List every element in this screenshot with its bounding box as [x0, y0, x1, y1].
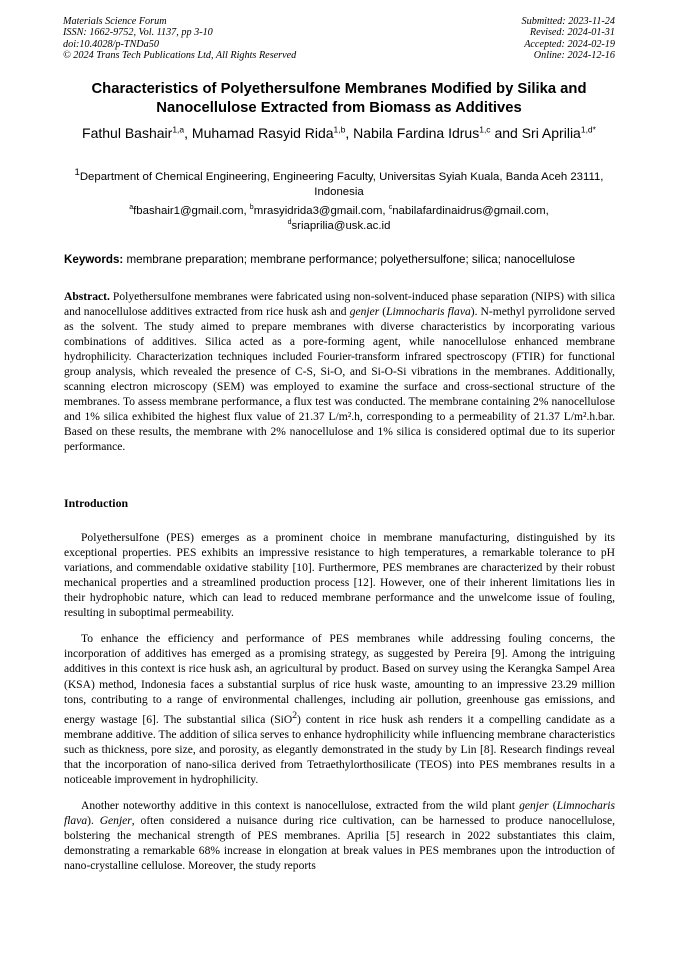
email-separator: , — [382, 205, 389, 217]
introduction-body — [64, 519, 615, 886]
keywords-text: membrane preparation; membrane performance; polyethersulfone; silica; nanocellulose — [123, 253, 576, 266]
abstract-label: Abstract. — [64, 291, 110, 303]
intro-text: Another noteworthy additive in this context is nanocellulose, extracted from the wild plant — [81, 800, 520, 813]
copyright: © 2024 Trans Tech Publications Ltd, All Rights Reserved — [63, 49, 297, 61]
abstract-genjer: genjer — [349, 306, 380, 319]
issn: ISSN: 1662-9752, Vol. 1137, pp 3-10 — [63, 27, 213, 39]
email-link[interactable]: mrasyidrida3@gmail.com — [253, 205, 383, 217]
email-mark: b — [249, 204, 254, 212]
abstract-text: ). N-methyl pyrrolidone served as the solvent. The study aimed to prepare membranes with diverse characteristics by incorporating various combinations of additives. Silica acted as a pore-forming agent, while nanocellulose enhanced membrane hydrophilicity. Characterization techniques included Fourier-transform infrared spectroscopy (FTIR) for functional group analysis, which revealed the presence of C-S, Si-O, and Si-O-Si vibrations in the membranes. Additionally, scanning electron microscopy (SEM) was employed to examine the surface and cross-sectional structure of the membranes. To assess membrane performance, a flux test was conducted. The membrane containing 2% nanocellulose and 1% silica exhibited the highest flux value of 21.37 L/m².h, corresponding to a permeability of 21.37 L/m².h.bar. Based on these results, the membrane with 2% nanocellulose and 1% silica is considered optimal due to its superior performance. — [64, 306, 616, 454]
abstract — [64, 290, 615, 456]
affiliation — [60, 165, 618, 200]
introduction-heading: Introduction — [64, 496, 129, 510]
author-name: Muhamad Rasyid Rida — [191, 125, 334, 141]
abstract-text: Polyethersulfone membranes were fabricated using non-solvent-induced phase separation (NIPS) with silica and nanocellulose additives extracted from rice husk ash and — [64, 291, 615, 319]
intro-paragraph-3 — [64, 799, 615, 874]
author-affil-mark: 1,c — [479, 124, 491, 135]
email-separator: , — [243, 205, 250, 217]
paper-title: Characteristics of Polyethersulfone Membranes Modified by Silika and Nanocellulose Extracted from Biomass as Additives — [91, 81, 587, 116]
author-affil-mark: 1,d* — [580, 124, 596, 135]
keywords — [64, 252, 615, 267]
abstract-species: Limnocharis flava — [386, 306, 471, 319]
intro-genjer: genjer — [519, 800, 549, 813]
author-list — [40, 124, 638, 143]
intro-text: ). — [87, 815, 100, 828]
email-link[interactable]: fbashair1@gmail.com — [133, 205, 244, 217]
keywords-label: Keywords: — [64, 253, 124, 266]
publication-dates — [522, 16, 615, 61]
intro-paragraph-2 — [64, 632, 615, 787]
email-mark: d — [287, 219, 292, 227]
author-name: Sri Aprilia — [521, 125, 581, 141]
doi[interactable]: doi:10.4028/p-TNDa50 — [63, 38, 159, 50]
intro-genjer: Genjer — [99, 815, 132, 828]
intro-text: To enhance the efficiency and performance of PES membranes while addressing fouling concerns, the incorporation of additives has emerged as a promising strategy, as suggested by Pereira [9]. Among the intriguing additives in this context is rice husk ash, an agricultural by product. Based on survey using the Kerangka Sampel Area (KSA) method, Indonesia faces a substantial surplus of rice husk waste, amounting to an impressive 23.29 million tons, contributing to a range of environmental challenges, including air pollution, greenhouse gas emissions, and energy wastage [6]. The substantial silica (SiO — [64, 633, 615, 726]
author-separator: , — [184, 125, 192, 141]
author-affil-mark: 1,a — [172, 124, 185, 135]
revised-date: Revised: 2024-01-31 — [529, 27, 615, 39]
email-mark: a — [129, 204, 134, 212]
journal-header — [63, 16, 296, 61]
abstract-text: ( — [379, 306, 387, 319]
online-date: Online: 2024-12-16 — [533, 49, 615, 61]
author-separator: , — [345, 125, 354, 141]
intro-paragraph-1: Polyethersulfone (PES) emerges as a prominent choice in membrane manufacturing, distinguished by its exceptional properties. PES exhibits an impressive resistance to high temperatures, a remarkable tolerance to pH variations, and commendable oxidative stability [10]. Furthermore, PES membranes are characterized by their robust mechanical properties and a streamlined production process [12]. However, one of their inherent limitations lies in their hydrophobic nature, which can lead to reduced membrane performance and the unwelcome issue of fouling, resulting in suboptimal permeability. — [64, 531, 615, 619]
author-name: Fathul Bashair — [82, 125, 173, 141]
email-link[interactable]: sriaprilia@usk.ac.id — [291, 220, 391, 233]
journal-name: Materials Science Forum — [63, 16, 167, 27]
affiliation-mark: 1 — [74, 167, 80, 178]
email-link[interactable]: nabilafardinaidrus@gmail.com — [392, 205, 546, 217]
intro-text: ( — [548, 800, 557, 813]
author-separator: and — [490, 125, 522, 141]
email-mark: c — [388, 204, 393, 212]
intro-text: , often considered a nuisance during rice cultivation, can be harnessed to produce nanocellulose, bolstering the mechanical strength of PES membranes. Aprilia [5] research in 2022 substantiates this claim, demonstrating a remarkable 68% increase in elongation at break values in PES membranes upon the introduction of nano-crystalline cellulose. Moreover, the study reports — [64, 815, 615, 873]
author-affil-mark: 1,b — [333, 124, 346, 135]
accepted-date: Accepted: 2024-02-19 — [524, 38, 615, 50]
author-name: Nabila Fardina Idrus — [353, 125, 480, 141]
affiliation-text: Department of Chemical Engineering, Engineering Faculty, Universitas Syiah Kuala, Banda Aceh 23111, Indonesia — [79, 170, 604, 198]
intro-species: Limnocharis flava — [64, 800, 616, 828]
intro-text: ) content in rice husk ash renders it a compelling candidate as a membrane additive. The addition of silica serves to enhance hydrophilicity while influencing membrane characteristics such as thickness, pore size, and porosity, as elegantly demonstrated in the study by Lin [8]. Research findings reveal that the incorporation of nano-silica derived from Tetraethylorthosilicate (TEOS) into PES membranes results in a noticeable improvement in hydrophilicity. — [64, 713, 615, 786]
author-emails — [40, 204, 638, 234]
email-separator: , — [545, 205, 549, 217]
intro-superscript: 2 — [292, 709, 297, 721]
submitted-date: Submitted: 2023-11-24 — [521, 16, 615, 27]
